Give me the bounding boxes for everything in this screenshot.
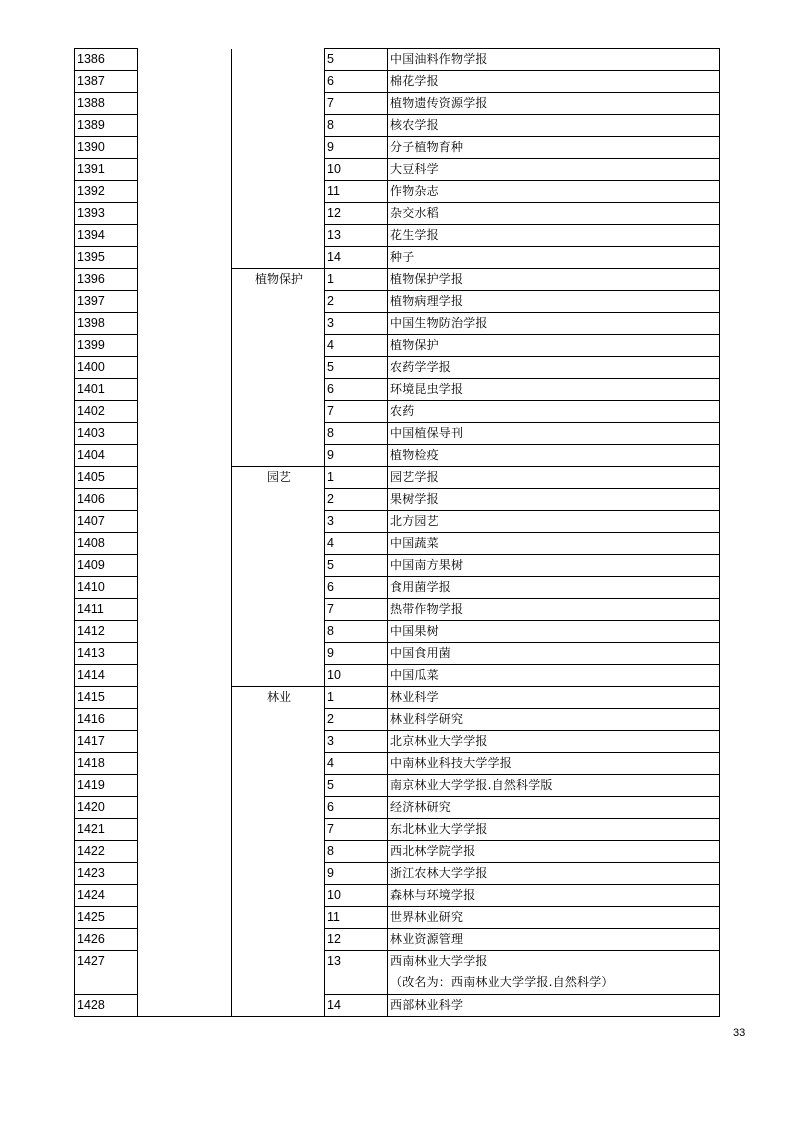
category-cell	[232, 379, 325, 401]
journal-title-cell: 北方园艺	[388, 511, 720, 533]
journal-title-cell: 杂交水稻	[388, 203, 720, 225]
table-row	[75, 753, 720, 775]
discipline-cell	[138, 401, 232, 423]
rank-cell: 1	[325, 467, 388, 489]
discipline-cell	[138, 115, 232, 137]
serial-number-cell: 1419	[75, 775, 138, 797]
journal-title-cell: 中国果树	[388, 621, 720, 643]
category-cell	[232, 731, 325, 753]
serial-number-cell: 1392	[75, 181, 138, 203]
discipline-cell	[138, 907, 232, 929]
rank-cell: 9	[325, 643, 388, 665]
serial-number-cell: 1398	[75, 313, 138, 335]
journal-title-cell: 西北林学院学报	[388, 841, 720, 863]
serial-number-cell: 1410	[75, 577, 138, 599]
table-row	[75, 951, 720, 995]
table-row	[75, 203, 720, 225]
serial-number-cell: 1413	[75, 643, 138, 665]
category-cell	[232, 841, 325, 863]
category-cell	[232, 621, 325, 643]
rank-cell: 14	[325, 247, 388, 269]
journal-table-body	[75, 49, 720, 1017]
category-cell	[232, 665, 325, 687]
journal-title-cell: 植物检疫	[388, 445, 720, 467]
category-cell	[232, 423, 325, 445]
category-cell	[232, 599, 325, 621]
category-cell	[232, 445, 325, 467]
journal-title-note: （改名为：西南林业大学学报.自然科学）	[390, 975, 614, 989]
serial-number-cell: 1416	[75, 709, 138, 731]
rank-cell: 7	[325, 599, 388, 621]
rank-cell: 3	[325, 511, 388, 533]
category-cell	[232, 291, 325, 313]
journal-table-container	[74, 48, 719, 1017]
serial-number-cell: 1402	[75, 401, 138, 423]
rank-cell: 6	[325, 71, 388, 93]
table-row	[75, 423, 720, 445]
discipline-cell	[138, 137, 232, 159]
category-cell	[232, 225, 325, 247]
discipline-cell	[138, 753, 232, 775]
table-row	[75, 929, 720, 951]
category-cell	[232, 995, 325, 1017]
table-row	[75, 643, 720, 665]
journal-title-cell: 棉花学报	[388, 71, 720, 93]
journal-title-cell: 大豆科学	[388, 159, 720, 181]
table-row	[75, 49, 720, 71]
discipline-cell	[138, 247, 232, 269]
category-cell	[232, 71, 325, 93]
journal-title-cell: 北京林业大学学报	[388, 731, 720, 753]
serial-number-cell: 1415	[75, 687, 138, 709]
category-cell	[232, 511, 325, 533]
journal-title-cell: 种子	[388, 247, 720, 269]
category-cell	[232, 863, 325, 885]
discipline-cell	[138, 423, 232, 445]
journal-title-cell: 植物保护学报	[388, 269, 720, 291]
table-row	[75, 819, 720, 841]
rank-cell: 10	[325, 159, 388, 181]
category-cell: 园艺	[232, 467, 325, 489]
table-row	[75, 335, 720, 357]
rank-cell: 5	[325, 775, 388, 797]
serial-number-cell: 1405	[75, 467, 138, 489]
journal-title-cell: 林业资源管理	[388, 929, 720, 951]
serial-number-cell: 1425	[75, 907, 138, 929]
journal-title-cell: 中国瓜菜	[388, 665, 720, 687]
discipline-cell	[138, 379, 232, 401]
serial-number-cell: 1394	[75, 225, 138, 247]
rank-cell: 9	[325, 863, 388, 885]
serial-number-cell: 1387	[75, 71, 138, 93]
table-row	[75, 995, 720, 1017]
table-row	[75, 731, 720, 753]
table-row	[75, 555, 720, 577]
table-row	[75, 709, 720, 731]
table-row	[75, 621, 720, 643]
discipline-cell	[138, 71, 232, 93]
category-cell	[232, 643, 325, 665]
journal-title-cell: 分子植物育种	[388, 137, 720, 159]
rank-cell: 3	[325, 313, 388, 335]
discipline-cell	[138, 533, 232, 555]
category-cell	[232, 533, 325, 555]
category-cell	[232, 93, 325, 115]
page-number: 33	[733, 1027, 746, 1039]
table-row	[75, 401, 720, 423]
journal-title-cell: 西部林业科学	[388, 995, 720, 1017]
category-cell	[232, 115, 325, 137]
rank-cell: 5	[325, 49, 388, 71]
journal-title-cell: 农药学学报	[388, 357, 720, 379]
table-row	[75, 885, 720, 907]
category-cell	[232, 335, 325, 357]
table-row	[75, 797, 720, 819]
discipline-cell	[138, 93, 232, 115]
serial-number-cell: 1418	[75, 753, 138, 775]
discipline-cell	[138, 687, 232, 709]
category-cell	[232, 775, 325, 797]
rank-cell: 1	[325, 269, 388, 291]
category-cell	[232, 907, 325, 929]
rank-cell: 14	[325, 995, 388, 1017]
serial-number-cell: 1400	[75, 357, 138, 379]
rank-cell: 2	[325, 709, 388, 731]
rank-cell: 12	[325, 203, 388, 225]
journal-title-cell: 中国生物防治学报	[388, 313, 720, 335]
serial-number-cell: 1403	[75, 423, 138, 445]
journal-title-cell: 中国南方果树	[388, 555, 720, 577]
journal-title-cell: 花生学报	[388, 225, 720, 247]
category-cell	[232, 247, 325, 269]
category-cell	[232, 819, 325, 841]
rank-cell: 9	[325, 445, 388, 467]
category-cell	[232, 951, 325, 995]
rank-cell: 10	[325, 885, 388, 907]
discipline-cell	[138, 951, 232, 995]
category-cell	[232, 929, 325, 951]
serial-number-cell: 1393	[75, 203, 138, 225]
rank-cell: 2	[325, 291, 388, 313]
serial-number-cell: 1390	[75, 137, 138, 159]
discipline-cell	[138, 819, 232, 841]
discipline-cell	[138, 445, 232, 467]
category-cell: 林业	[232, 687, 325, 709]
table-row	[75, 687, 720, 709]
serial-number-cell: 1421	[75, 819, 138, 841]
discipline-cell	[138, 995, 232, 1017]
discipline-cell	[138, 269, 232, 291]
journal-title-cell: 经济林研究	[388, 797, 720, 819]
discipline-cell	[138, 467, 232, 489]
discipline-cell	[138, 335, 232, 357]
rank-cell: 13	[325, 951, 388, 995]
journal-table	[74, 48, 720, 1017]
journal-title-cell: 浙江农林大学学报	[388, 863, 720, 885]
discipline-cell	[138, 929, 232, 951]
journal-title-cell: 林业科学研究	[388, 709, 720, 731]
rank-cell: 6	[325, 577, 388, 599]
journal-title-cell: 中国植保导刊	[388, 423, 720, 445]
table-row	[75, 269, 720, 291]
serial-number-cell: 1412	[75, 621, 138, 643]
table-row	[75, 71, 720, 93]
discipline-cell	[138, 885, 232, 907]
category-cell	[232, 797, 325, 819]
discipline-cell	[138, 863, 232, 885]
rank-cell: 11	[325, 907, 388, 929]
category-cell	[232, 401, 325, 423]
journal-title-cell: 植物遗传资源学报	[388, 93, 720, 115]
table-row	[75, 489, 720, 511]
discipline-cell	[138, 709, 232, 731]
discipline-cell	[138, 181, 232, 203]
serial-number-cell: 1427	[75, 951, 138, 995]
discipline-cell	[138, 49, 232, 71]
discipline-cell	[138, 621, 232, 643]
discipline-cell	[138, 731, 232, 753]
journal-title-cell: 核农学报	[388, 115, 720, 137]
rank-cell: 4	[325, 533, 388, 555]
rank-cell: 6	[325, 797, 388, 819]
serial-number-cell: 1395	[75, 247, 138, 269]
table-row	[75, 665, 720, 687]
serial-number-cell: 1408	[75, 533, 138, 555]
journal-title-cell	[388, 951, 720, 995]
category-cell	[232, 313, 325, 335]
rank-cell: 1	[325, 687, 388, 709]
journal-title: 西南林业大学学报	[390, 954, 488, 968]
category-cell	[232, 709, 325, 731]
serial-number-cell: 1424	[75, 885, 138, 907]
category-cell	[232, 203, 325, 225]
category-cell: 植物保护	[232, 269, 325, 291]
table-row	[75, 291, 720, 313]
rank-cell: 10	[325, 665, 388, 687]
rank-cell: 13	[325, 225, 388, 247]
table-row	[75, 159, 720, 181]
rank-cell: 12	[325, 929, 388, 951]
journal-title-cell: 中南林业科技大学学报	[388, 753, 720, 775]
serial-number-cell: 1409	[75, 555, 138, 577]
category-cell	[232, 555, 325, 577]
discipline-cell	[138, 841, 232, 863]
serial-number-cell: 1417	[75, 731, 138, 753]
rank-cell: 8	[325, 841, 388, 863]
serial-number-cell: 1389	[75, 115, 138, 137]
discipline-cell	[138, 599, 232, 621]
discipline-cell	[138, 225, 232, 247]
serial-number-cell: 1420	[75, 797, 138, 819]
serial-number-cell: 1391	[75, 159, 138, 181]
serial-number-cell: 1397	[75, 291, 138, 313]
table-row	[75, 577, 720, 599]
rank-cell: 7	[325, 401, 388, 423]
serial-number-cell: 1388	[75, 93, 138, 115]
journal-title-cell: 森林与环境学报	[388, 885, 720, 907]
journal-title-cell: 东北林业大学学报	[388, 819, 720, 841]
table-row	[75, 181, 720, 203]
table-row	[75, 115, 720, 137]
rank-cell: 8	[325, 115, 388, 137]
category-cell	[232, 357, 325, 379]
serial-number-cell: 1401	[75, 379, 138, 401]
rank-cell: 2	[325, 489, 388, 511]
category-cell	[232, 159, 325, 181]
table-row	[75, 247, 720, 269]
discipline-cell	[138, 577, 232, 599]
discipline-cell	[138, 159, 232, 181]
journal-title-cell: 植物保护	[388, 335, 720, 357]
serial-number-cell: 1396	[75, 269, 138, 291]
discipline-cell	[138, 357, 232, 379]
serial-number-cell: 1399	[75, 335, 138, 357]
category-cell	[232, 577, 325, 599]
journal-title-cell: 食用菌学报	[388, 577, 720, 599]
discipline-cell	[138, 775, 232, 797]
serial-number-cell: 1386	[75, 49, 138, 71]
rank-cell: 8	[325, 423, 388, 445]
rank-cell: 5	[325, 555, 388, 577]
discipline-cell	[138, 555, 232, 577]
journal-title-cell: 热带作物学报	[388, 599, 720, 621]
table-row	[75, 775, 720, 797]
rank-cell: 8	[325, 621, 388, 643]
rank-cell: 7	[325, 819, 388, 841]
serial-number-cell: 1422	[75, 841, 138, 863]
rank-cell: 11	[325, 181, 388, 203]
journal-title-cell: 果树学报	[388, 489, 720, 511]
journal-title-cell: 林业科学	[388, 687, 720, 709]
table-row	[75, 841, 720, 863]
category-cell	[232, 753, 325, 775]
rank-cell: 4	[325, 335, 388, 357]
discipline-cell	[138, 797, 232, 819]
journal-title-cell: 世界林业研究	[388, 907, 720, 929]
table-row	[75, 357, 720, 379]
rank-cell: 6	[325, 379, 388, 401]
table-row	[75, 907, 720, 929]
serial-number-cell: 1426	[75, 929, 138, 951]
serial-number-cell: 1428	[75, 995, 138, 1017]
table-row	[75, 533, 720, 555]
table-row	[75, 467, 720, 489]
journal-title-cell: 中国油料作物学报	[388, 49, 720, 71]
journal-title-cell: 园艺学报	[388, 467, 720, 489]
discipline-cell	[138, 643, 232, 665]
journal-title-cell: 作物杂志	[388, 181, 720, 203]
category-cell	[232, 489, 325, 511]
serial-number-cell: 1423	[75, 863, 138, 885]
journal-title-cell: 环境昆虫学报	[388, 379, 720, 401]
rank-cell: 5	[325, 357, 388, 379]
table-row	[75, 225, 720, 247]
serial-number-cell: 1407	[75, 511, 138, 533]
rank-cell: 9	[325, 137, 388, 159]
table-row	[75, 445, 720, 467]
table-row	[75, 511, 720, 533]
discipline-cell	[138, 511, 232, 533]
discipline-cell	[138, 313, 232, 335]
serial-number-cell: 1414	[75, 665, 138, 687]
discipline-cell	[138, 203, 232, 225]
journal-title-cell: 植物病理学报	[388, 291, 720, 313]
rank-cell: 4	[325, 753, 388, 775]
category-cell	[232, 137, 325, 159]
table-row	[75, 599, 720, 621]
discipline-cell	[138, 489, 232, 511]
category-cell	[232, 181, 325, 203]
journal-title-cell: 南京林业大学学报.自然科学版	[388, 775, 720, 797]
serial-number-cell: 1404	[75, 445, 138, 467]
table-row	[75, 863, 720, 885]
table-row	[75, 137, 720, 159]
journal-title-cell: 中国食用菌	[388, 643, 720, 665]
rank-cell: 3	[325, 731, 388, 753]
serial-number-cell: 1406	[75, 489, 138, 511]
table-row	[75, 93, 720, 115]
table-row	[75, 379, 720, 401]
serial-number-cell: 1411	[75, 599, 138, 621]
table-row	[75, 313, 720, 335]
category-cell	[232, 49, 325, 71]
discipline-cell	[138, 291, 232, 313]
rank-cell: 7	[325, 93, 388, 115]
category-cell	[232, 885, 325, 907]
journal-title-cell: 农药	[388, 401, 720, 423]
journal-title-cell: 中国蔬菜	[388, 533, 720, 555]
discipline-cell	[138, 665, 232, 687]
